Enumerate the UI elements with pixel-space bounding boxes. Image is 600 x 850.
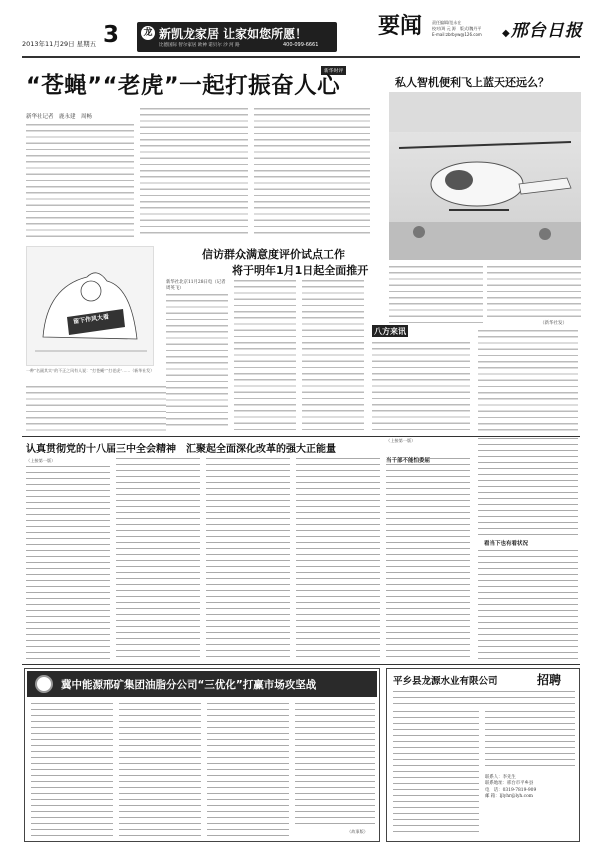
cartoon-caption: 一种“名副其实”的不正之风有人说：“打苍蝇”“打老虎”……（新华社发） (26, 368, 155, 373)
plane-headline: 私人智机便利飞上蓝天还远么？ (395, 76, 549, 89)
brand-logo-icon: 龙 (141, 26, 155, 40)
plenum-col1 (26, 466, 110, 660)
lead-body-col2 (140, 108, 248, 238)
ad-left-end: （故事版） (347, 829, 368, 834)
plenum-col2 (116, 458, 200, 660)
header-rule (22, 56, 580, 58)
helicopter-photo (389, 92, 581, 260)
ad-left-logo-icon (35, 675, 53, 693)
contact-address: 联系地址：邢台市平乡县 (485, 781, 534, 787)
side-col-bottom (478, 550, 578, 660)
recruit-title: 招聘 (537, 673, 562, 687)
recruit-contact (485, 775, 577, 801)
cartoon (26, 246, 154, 366)
ad-brand-slogan: 新凯龙家居 让家如您所愿！ (159, 27, 308, 41)
cartoon-illustration (27, 247, 155, 367)
lead-cont-body (26, 386, 166, 431)
proofread-line: 校对/周 元 源 版式/魏丹平 (432, 26, 482, 31)
ad-left-col2 (119, 703, 201, 837)
lead-byline: 新华社记者 鹿永建 周畅 (26, 114, 93, 120)
plenum-col5 (386, 458, 470, 660)
ad-store-list: 比德国际 智尔家居 欧神 诺贝尔 沙 河 路 (159, 43, 240, 48)
letters-col1 (372, 342, 470, 434)
page-date (22, 39, 96, 48)
page-number: 3 (103, 22, 120, 48)
civil-subheadline: 将于明年1月1日起全面推开 (232, 264, 369, 277)
logo-mark-icon: ◆ (502, 28, 511, 39)
civil-body-col2 (234, 280, 296, 430)
side-col-top (478, 438, 578, 536)
contact-person: 联系人：李先生 (485, 775, 516, 780)
lead-headline: “苍蝇”“老虎”一起打振奋人心 (26, 73, 341, 99)
plane-source: （新华社发） (540, 321, 567, 326)
ad-left-headline: 冀中能源邢矿集团油脂分公司“三优化”打赢市场攻坚战 (61, 679, 317, 691)
section-title: 要闻 (378, 14, 423, 39)
civil-body-col3 (302, 280, 364, 430)
recruit-col1 (393, 711, 479, 837)
editor-line: 责任编辑/范永在 (432, 20, 462, 25)
cartoon-sign: 留下作风大看 (72, 313, 110, 326)
lead-tag: 新华时评 (321, 66, 346, 75)
letters-title: 八方来讯 (374, 327, 406, 336)
header-ad (137, 22, 337, 52)
recruit-intro (393, 691, 575, 707)
section-divider (22, 436, 580, 437)
editor-info (432, 20, 482, 38)
paper-name: 邢台日报 (510, 21, 583, 41)
email-line: E-mail:zbrbyw@126.com (432, 32, 482, 37)
continued-header: 当千部不能怕委屈 (386, 458, 431, 464)
continued-label: （上接第一版） (386, 438, 416, 443)
ad-left-col1 (31, 703, 113, 837)
date-text: 2013年11月29日 (22, 40, 75, 48)
plenum-col4 (296, 458, 380, 660)
plenum-start: （上接第一版） (26, 458, 56, 463)
civil-body-col1 (166, 294, 228, 430)
civil-headline: 信访群众满意度评价试点工作 (202, 248, 345, 261)
ad-phone: 400-099-6661 (283, 42, 319, 48)
ad-divider (22, 664, 580, 665)
letters-col2 (478, 330, 578, 434)
contact-email: 邮 箱：ljlyhr@lyh.com (485, 794, 533, 800)
civil-intro: 新华社北京11月28日电（记者周英飞） (166, 280, 226, 292)
lead-body-col1 (26, 124, 134, 238)
plenum-headline: 认真贯彻党的十八届三中全会精神 汇聚起全面深化改革的强大正能量 (26, 444, 336, 455)
newspaper-logo (502, 16, 583, 41)
plane-photo (389, 92, 581, 260)
plenum-col3 (206, 458, 290, 660)
contact-phone: 电 话：0319-7819-909 (485, 787, 537, 793)
lead-body-col3 (254, 108, 370, 238)
recruit-col2 (485, 711, 575, 771)
ad-left-box (24, 668, 380, 842)
masthead (0, 0, 600, 58)
ad-right-box (386, 668, 580, 842)
plane-body-col2 (487, 266, 581, 320)
side-header: 看当下也有看状况 (484, 541, 529, 547)
plane-body-col1 (389, 266, 483, 326)
recruit-company: 平乡县龙源水业有限公司 (393, 676, 498, 687)
weekday-text: 星期五 (76, 40, 97, 48)
ad-left-col3 (207, 703, 289, 837)
ad-left-col4 (295, 703, 375, 827)
